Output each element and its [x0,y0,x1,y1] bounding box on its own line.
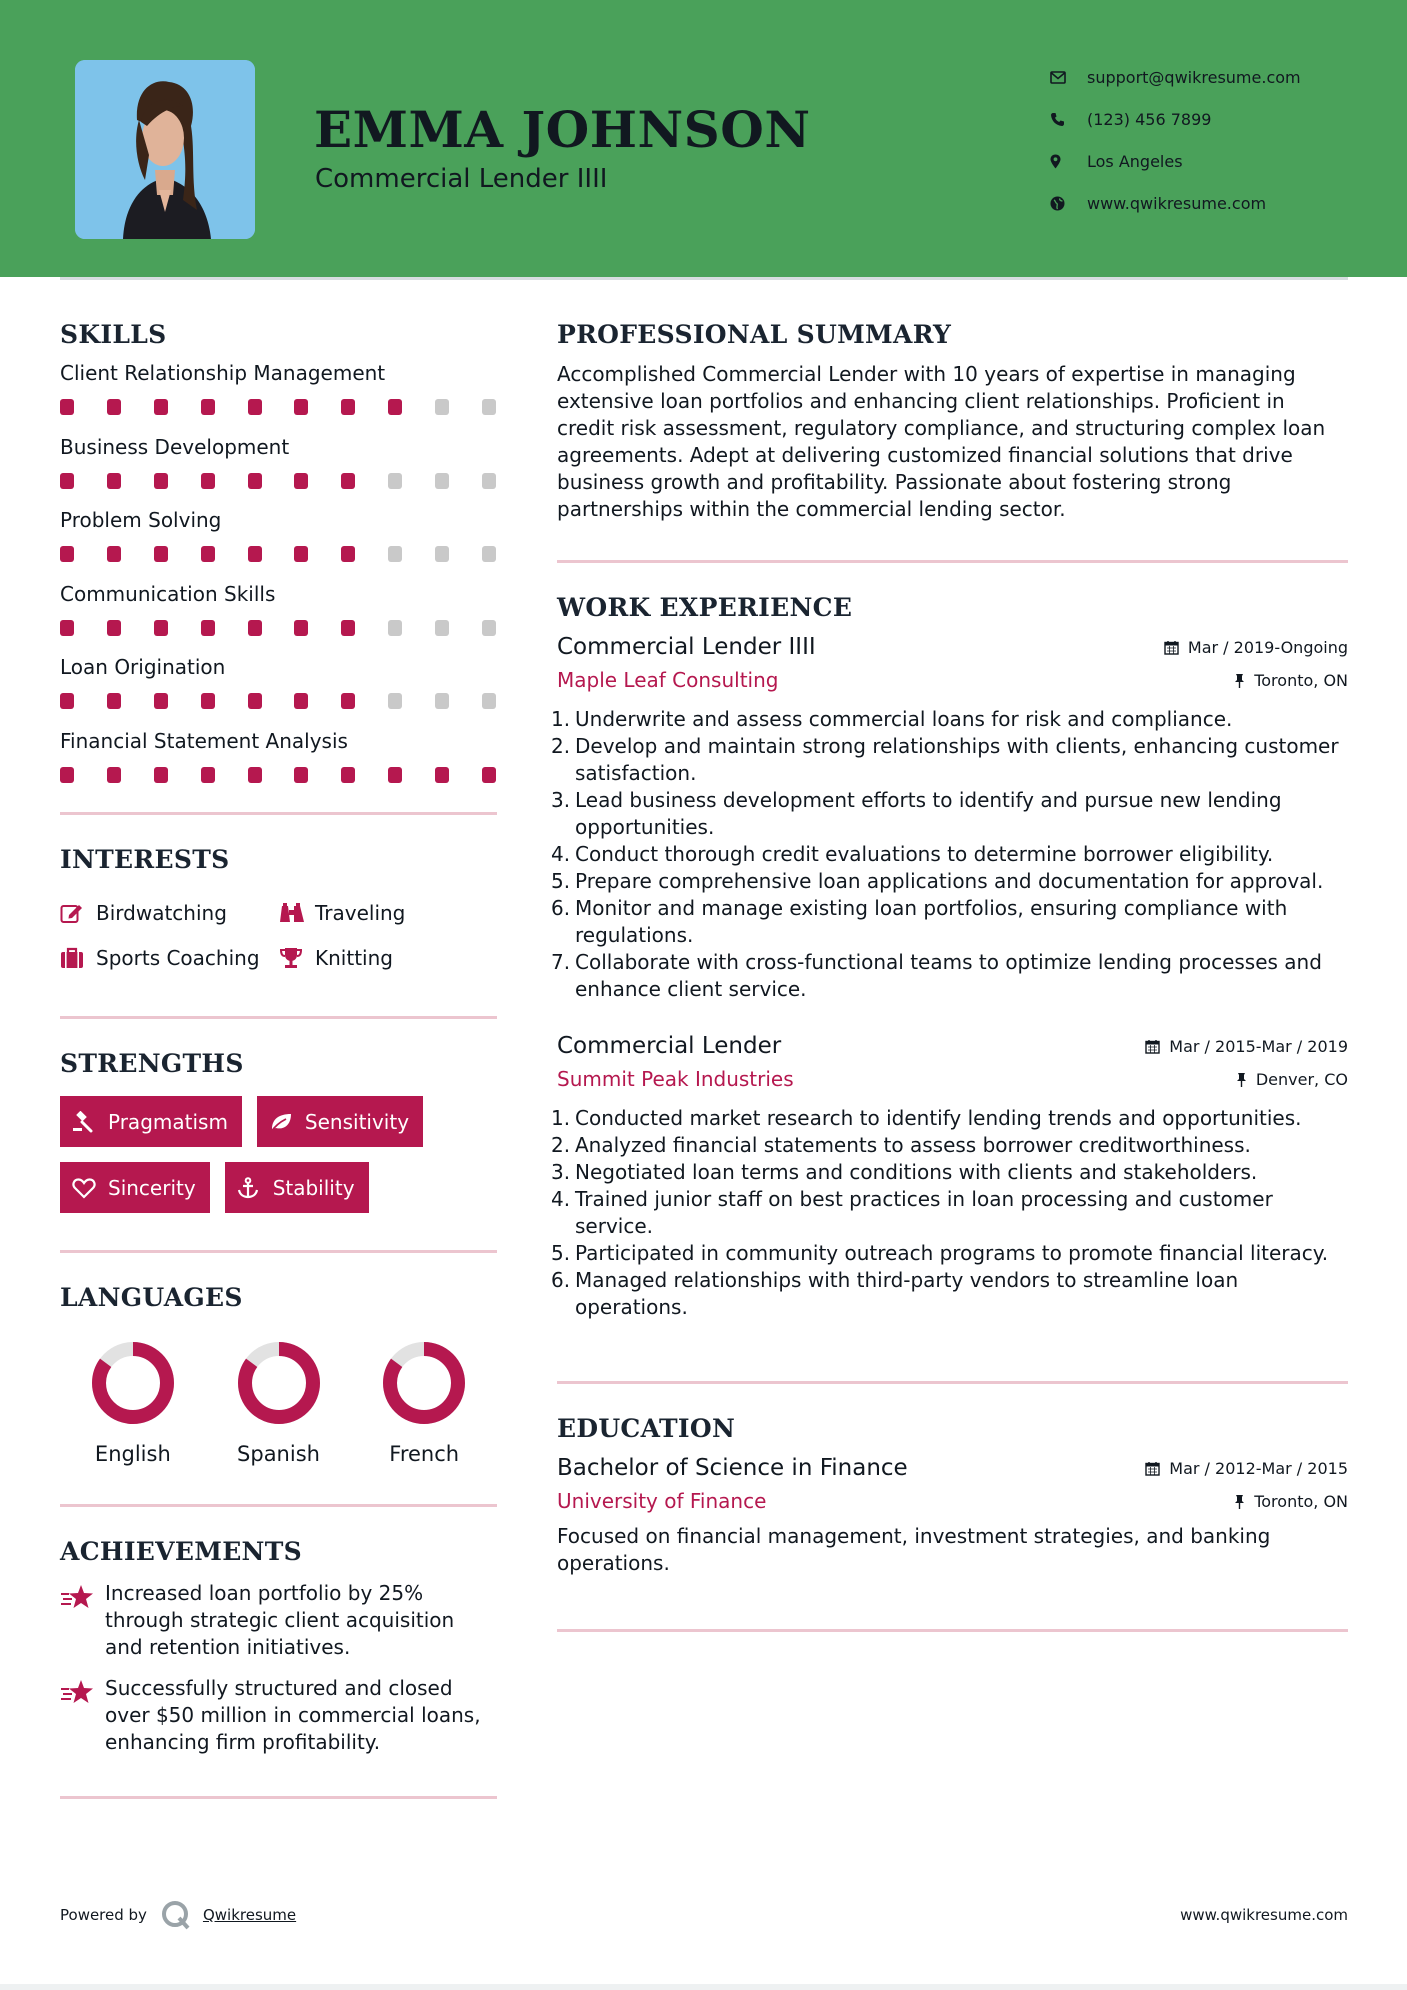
rating-dot-filled [388,767,402,783]
skill-name: Client Relationship Management [60,361,386,385]
rating-dot-filled [107,399,121,415]
gavel-icon [72,1111,108,1133]
strength-label: Sensitivity [304,1109,410,1134]
duty-text: Managed relationships with third-party vendors to streamline loan operations. [575,1268,1239,1319]
strengths-list [60,1096,497,1213]
job-header [557,634,1348,660]
rating-dot-filled [201,767,215,783]
rating-dot-filled [248,620,262,636]
rating-dot-empty [482,620,496,636]
resume-header [0,0,1407,277]
duty-text: Collaborate with cross-functional teams to optimize lending processes and enhance client service. [575,950,1322,1001]
education-dates [1145,1459,1348,1478]
section-divider [60,1504,497,1507]
education-location-text: Toronto, ON [1254,1491,1348,1511]
header-divider [60,277,1348,280]
rating-dot-empty [482,473,496,489]
duty-item: 2. Analyzed financial statements to assess borrower creditworthiness. [551,1133,1251,1157]
footer-url[interactable]: www.qwikresume.com [1180,1906,1348,1924]
section-divider [60,1016,497,1019]
summary-heading: PROFESSIONAL SUMMARY [557,320,952,349]
rating-dot-filled [107,546,121,562]
contact-list [1050,56,1350,224]
rating-dot-filled [341,767,355,783]
rating-dot-empty [482,546,496,562]
achievement-text: Successfully structured and closed over $50 million in commercial loans, enhancing firm profitability. [105,1676,481,1754]
strength-label: Pragmatism [108,1109,228,1134]
candidate-name: EMMA JOHNSON [314,100,811,159]
contact-website-text: www.qwikresume.com [1087,193,1267,213]
language-item [60,1340,206,1466]
contact-website[interactable] [1050,182,1350,224]
duty-text: Conducted market research to identify lending trends and opportunities. [575,1106,1302,1130]
rating-dot-filled [294,473,308,489]
pushpin-icon [1236,1072,1247,1087]
duty-text: Analyzed financial statements to assess borrower creditworthiness. [575,1133,1251,1157]
pushpin-icon [1234,673,1245,688]
education-dates-text: Mar / 2012-Mar / 2015 [1169,1458,1348,1478]
interests-list [60,890,497,980]
duty-item: 3. Lead business development efforts to identify and pursue new lending opportunities. [557,787,1348,841]
contact-phone[interactable] [1050,98,1350,140]
duty-text: Conduct thorough credit evaluations to determine borrower eligibility. [575,842,1274,866]
left-column [60,320,497,1799]
rating-dot-filled [60,620,74,636]
strength-badge [60,1162,210,1213]
achievements-heading: ACHIEVEMENTS [60,1537,302,1566]
job-dates-text: Mar / 2019-Ongoing [1187,637,1348,657]
skill-rating [60,399,496,415]
summary-text: Accomplished Commercial Lender with 10 years of expertise in managing extensive loan portfolios and enhancing client relationships. Proficient in credit risk assessment, regulatory compliance, and structuring complex loan agreements. Adept at delivering customized financial solutions that drive business growth and profitability. Passionate about fostering strong partnerships within the commercial lending sector. [557,362,1326,521]
section-divider [60,1250,497,1253]
duty-text: Trained junior staff on best practices in loan processing and customer service. [575,1187,1273,1238]
leaf-icon [269,1111,305,1133]
job-location [1234,671,1348,690]
strength-badge [225,1162,369,1213]
pushpin-icon [1234,1494,1245,1509]
interest-label: Knitting [315,945,393,970]
section-divider [557,560,1348,563]
rating-dot-filled [60,767,74,783]
rating-dot-empty [435,546,449,562]
rating-dot-filled [248,473,262,489]
rating-dot-filled [201,693,215,709]
duty-text: Participated in community outreach programs to promote financial literacy. [575,1241,1329,1265]
skill-row [60,574,497,648]
job-subheader [557,668,1348,692]
rating-dot-filled [60,546,74,562]
rating-dot-filled [154,767,168,783]
language-proficiency-ring [381,1340,467,1426]
education-header [557,1455,1348,1481]
duty-text: Monitor and manage existing loan portfolios, ensuring compliance with regulations. [575,896,1288,947]
rating-dot-filled [294,693,308,709]
edit-icon [60,902,96,924]
interest-item [279,890,405,935]
strengths-heading: STRENGTHS [60,1049,244,1078]
experience-heading: WORK EXPERIENCE [557,593,853,622]
candidate-title: Commercial Lender IIII [315,164,608,194]
language-name: English [94,1442,171,1466]
strength-badge [60,1096,242,1147]
rating-dot-filled [248,546,262,562]
interest-label: Traveling [315,900,406,925]
phone-icon [1050,112,1087,127]
rating-dot-filled [60,399,74,415]
duty-item: 1. Underwrite and assess commercial loans for risk and compliance. [551,707,1233,731]
company-name: Summit Peak Industries [557,1067,794,1091]
school-name: University of Finance [557,1489,767,1513]
rating-dot-filled [248,693,262,709]
rating-dot-filled [482,767,496,783]
rating-dot-empty [435,620,449,636]
job-location-text: Toronto, ON [1254,670,1348,690]
language-name: Spanish [237,1442,320,1466]
rating-dot-filled [294,399,308,415]
trophy-icon [279,947,315,969]
section-divider [60,812,497,815]
calendar-icon [1164,640,1179,655]
skill-row [60,427,497,501]
calendar-icon [1145,1461,1160,1476]
rating-dot-filled [294,767,308,783]
duty-item: 4. Trained junior staff on best practices in loan processing and customer service. [557,1186,1348,1240]
star-icon [60,1580,105,1661]
language-proficiency-ring [90,1340,176,1426]
skill-name: Business Development [60,434,290,459]
duty-item: 5. Participated in community outreach programs to promote financial literacy. [551,1241,1329,1265]
rating-dot-filled [201,620,215,636]
education-location [1234,1492,1348,1511]
section-divider [557,1629,1348,1632]
rating-dot-filled [248,767,262,783]
rating-dot-filled [388,399,402,415]
education-entry [557,1455,1348,1577]
language-proficiency-ring [236,1340,322,1426]
languages-list [60,1340,497,1466]
skill-rating [60,546,496,562]
duty-text: Underwrite and assess commercial loans for risk and compliance. [575,707,1233,731]
map-pin-icon [1050,154,1087,169]
job-location [1236,1070,1348,1089]
rating-dot-filled [341,693,355,709]
interest-label: Birdwatching [96,900,227,925]
achievement-item [60,1675,497,1756]
section-divider [557,1381,1348,1384]
language-item [351,1340,497,1466]
rating-dot-empty [482,399,496,415]
rating-dot-empty [388,620,402,636]
company-name: Maple Leaf Consulting [557,668,779,692]
rating-dot-empty [435,473,449,489]
contact-location [1050,140,1350,182]
bottom-edge [0,1984,1407,1990]
contact-email-text: support@qwikresume.com [1087,67,1301,87]
qwikresume-logo-icon [161,1900,191,1930]
rating-dot-filled [60,693,74,709]
rating-dot-filled [107,473,121,489]
education-description: Focused on financial management, investment strategies, and banking operations. [557,1524,1271,1575]
rating-dot-filled [201,546,215,562]
education-heading: EDUCATION [557,1414,736,1443]
rating-dot-filled [294,546,308,562]
skill-rating [60,620,496,636]
skill-row [60,647,497,721]
contact-phone-text: (123) 456 7899 [1087,109,1212,129]
job-header [557,1033,1348,1059]
duty-text: Prepare comprehensive loan applications and documentation for approval. [575,869,1324,893]
envelope-icon [1050,71,1087,84]
footer-powered-by [60,1900,296,1930]
rating-dot-filled [435,767,449,783]
rating-dot-filled [341,546,355,562]
rating-dot-filled [341,399,355,415]
rating-dot-empty [388,693,402,709]
skills-heading: SKILLS [60,320,167,349]
duty-item: 5. Prepare comprehensive loan applications and documentation for approval. [551,869,1324,893]
right-column [551,320,1348,1632]
skill-name: Communication Skills [60,581,276,606]
interest-item [279,935,393,980]
rating-dot-filled [341,620,355,636]
skill-row [60,500,497,574]
skill-name: Financial Statement Analysis [60,728,348,753]
rating-dot-filled [154,620,168,636]
duty-item: 4. Conduct thorough credit evaluations to determine borrower eligibility. [551,842,1274,866]
duty-item: 2. Develop and maintain strong relationships with clients, enhancing customer satisfaction. [557,733,1348,787]
rating-dot-filled [107,693,121,709]
rating-dot-filled [294,620,308,636]
interest-item [60,890,279,935]
duty-text: Negotiated loan terms and conditions with clients and stakeholders. [575,1160,1258,1184]
job-location-text: Denver, CO [1255,1069,1348,1089]
rating-dot-filled [107,767,121,783]
briefcase-icon [60,947,96,969]
job-entry [551,634,1348,1003]
degree-name: Bachelor of Science in Finance [557,1455,908,1481]
strength-badge [257,1096,423,1147]
job-duties [551,706,1348,1003]
contact-email[interactable] [1050,56,1350,98]
language-item [206,1340,352,1466]
duty-item: 7. Collaborate with cross-functional teams to optimize lending processes and enhance client service. [557,949,1348,1003]
job-role: Commercial Lender IIII [557,634,816,660]
rating-dot-filled [154,473,168,489]
skill-rating [60,473,496,489]
job-dates-text: Mar / 2015-Mar / 2019 [1169,1036,1348,1056]
heart-icon [72,1177,108,1199]
skills-list [60,353,497,794]
achievement-text: Increased loan portfolio by 25% through strategic client acquisition and retention initiatives. [105,1581,455,1659]
rating-dot-filled [60,473,74,489]
duty-text: Develop and maintain strong relationships with clients, enhancing customer satisfaction. [575,734,1339,785]
language-name: French [389,1442,460,1466]
qwikresume-link[interactable]: Qwikresume [202,1906,297,1924]
rating-dot-filled [154,546,168,562]
globe-icon [1050,196,1087,211]
skill-row [60,721,497,795]
star-icon [60,1675,105,1756]
rating-dot-empty [482,693,496,709]
binoculars-icon [279,902,315,924]
strength-label: Stability [272,1175,355,1200]
rating-dot-empty [435,399,449,415]
rating-dot-filled [107,620,121,636]
duty-item: 1. Conducted market research to identify lending trends and opportunities. [551,1106,1302,1130]
job-entry [551,1033,1348,1321]
rating-dot-empty [388,473,402,489]
powered-by-label: Powered by [60,1906,147,1924]
skill-name: Problem Solving [60,508,222,532]
duty-item: 6. Managed relationships with third-party vendors to streamline loan operations. [557,1267,1348,1321]
duty-text: Lead business development efforts to identify and pursue new lending opportunities. [575,788,1282,839]
skill-rating [60,767,496,783]
duty-item: 6. Monitor and manage existing loan portfolios, ensuring compliance with regulations. [557,895,1348,949]
skill-rating [60,693,496,709]
job-dates [1145,1037,1348,1056]
rating-dot-filled [341,473,355,489]
job-dates [1164,638,1348,657]
rating-dot-filled [201,473,215,489]
interest-label: Sports Coaching [96,945,260,970]
rating-dot-filled [154,399,168,415]
strength-label: Sincerity [108,1175,196,1200]
achievement-item [60,1580,497,1661]
rating-dot-filled [201,399,215,415]
job-subheader [557,1067,1348,1091]
duty-item: 3. Negotiated loan terms and conditions with clients and stakeholders. [551,1160,1258,1184]
skill-row [60,353,497,427]
interests-heading: INTERESTS [60,845,230,874]
section-divider [60,1796,497,1799]
rating-dot-filled [154,693,168,709]
rating-dot-empty [435,693,449,709]
education-subheader [557,1489,1348,1513]
anchor-icon [237,1177,273,1199]
job-duties [551,1105,1348,1321]
job-role: Commercial Lender [557,1033,782,1059]
languages-heading: LANGUAGES [60,1283,243,1312]
contact-location-text: Los Angeles [1087,151,1183,171]
rating-dot-empty [388,546,402,562]
skill-name: Loan Origination [60,655,226,679]
profile-photo [75,60,255,239]
calendar-icon [1145,1039,1160,1054]
rating-dot-filled [248,399,262,415]
interest-item [60,935,279,980]
